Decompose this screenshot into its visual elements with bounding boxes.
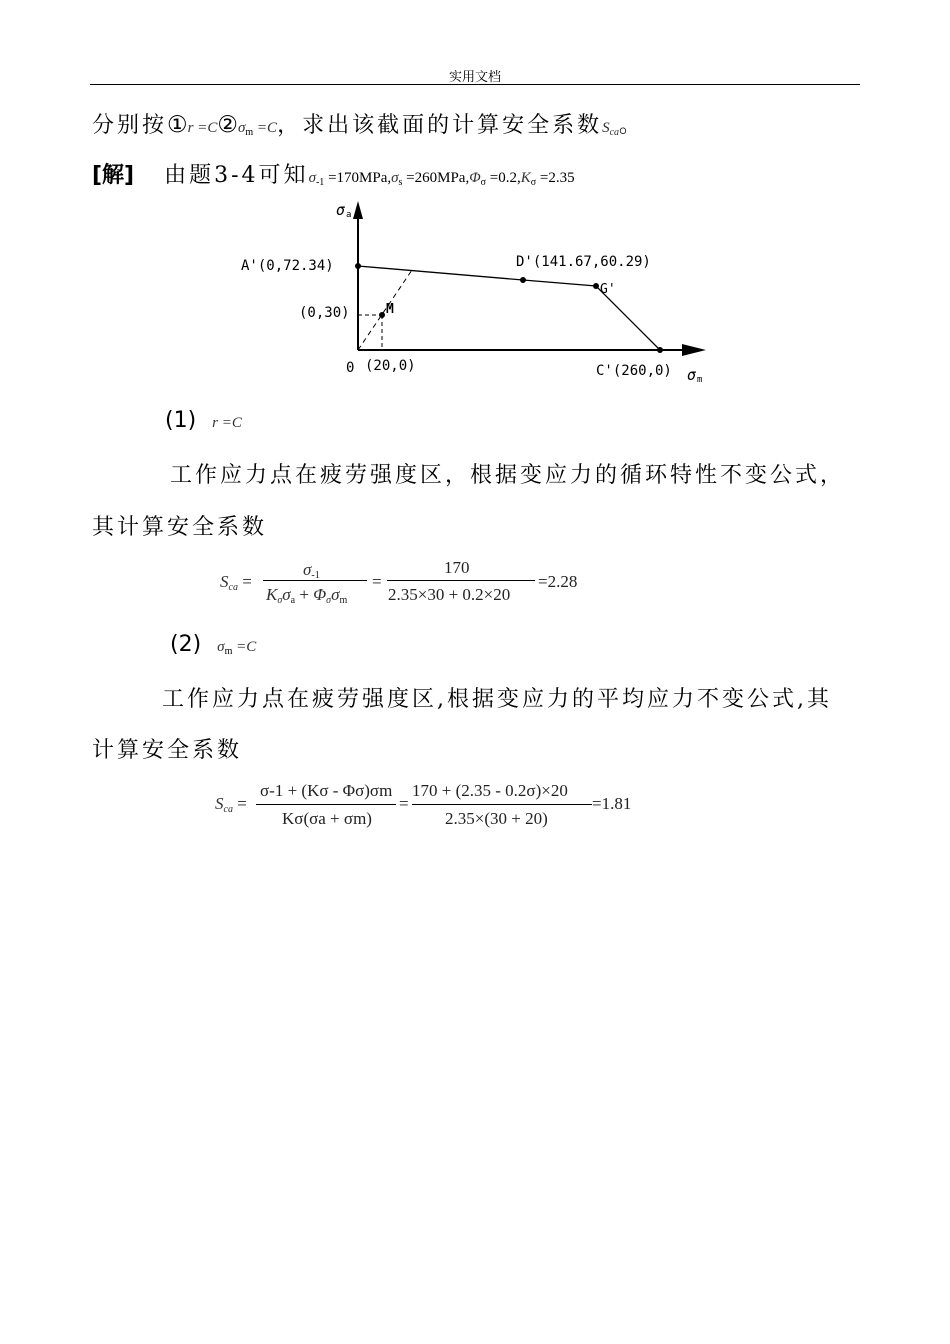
formula2-frac2-bar (412, 804, 592, 805)
formula1-den2: 2.35×30 + 0.2×20 (388, 585, 511, 604)
formula1-num1 (303, 560, 320, 581)
case1-paragraph-line2: 其计算安全系数 (92, 515, 268, 540)
formula2-eq2: = (399, 794, 409, 813)
formula2-s-sub: ca (223, 804, 233, 815)
given-value-1-val: =260MPa, (402, 170, 470, 186)
given-value-2-sub: σ (480, 177, 487, 188)
intro-middle: ，求出该截面的计算安全系数 (277, 113, 603, 138)
formula2-frac1-bar (256, 804, 396, 805)
formula1-frac2-bar (387, 580, 535, 581)
formula1-den1-k: K (266, 585, 278, 604)
circled-two: ② (217, 112, 238, 138)
x-axis-arrow (682, 344, 706, 356)
point-g (593, 283, 599, 289)
formula2-eq1: = (237, 794, 247, 813)
formula1-eq1: = (242, 572, 252, 591)
intro-prefix: 分别按 (92, 113, 168, 138)
given-value-3-sub: σ (530, 177, 537, 188)
condition-r-const: r =C (187, 120, 218, 136)
case1-heading (165, 408, 242, 433)
formula1-den1-sm: σ (331, 585, 340, 604)
formula1-den1 (266, 585, 347, 606)
label-m-x: (20,0) (365, 358, 416, 374)
formula1-num1-sub: -1 (311, 570, 320, 581)
formula1-s-sub: ca (228, 582, 238, 593)
given-value-2-val: =0.2, (486, 170, 521, 186)
given-value-0-sub: -1 (315, 177, 325, 188)
formula1-num1-sym: σ (303, 560, 312, 579)
case2-number: (2) (170, 632, 202, 657)
formula1-den1-sa-sub: a (290, 595, 296, 606)
point-d (520, 277, 526, 283)
formula1-den1-sm-sub: m (339, 595, 348, 606)
circled-one: ① (167, 112, 188, 138)
formula1-den1-k-sub: σ (277, 595, 283, 606)
case2-condition-sym: σ (217, 639, 225, 655)
formula1-den1-phi: Φ (313, 585, 327, 604)
given-value-1-sym: σ (391, 170, 399, 186)
formula1-eq2: = (372, 572, 382, 591)
given-value-0-sym: σ (308, 170, 316, 186)
case1-condition: r =C (212, 415, 242, 431)
formula1-den1-sa: σ (282, 585, 291, 604)
condition-sigma-m-rest: =C (253, 120, 278, 136)
label-point-a: A'(0,72.34) (241, 258, 334, 274)
intro-end: 。 (619, 113, 645, 138)
solution-line (92, 158, 575, 189)
point-m (379, 312, 385, 318)
solution-label: [解] (92, 163, 135, 188)
y-axis-label-sym: σ (336, 201, 346, 219)
case2-paragraph-line2: 计算安全系数 (92, 738, 243, 763)
condition-sigma-m-sym: σ (237, 120, 246, 136)
formula1-lhs (220, 572, 252, 593)
formula1-frac1-bar (263, 580, 367, 581)
formula1-den1-phi-sub: σ (326, 595, 332, 606)
y-axis-label-sub: a (346, 210, 352, 220)
label-point-g: G' (600, 282, 616, 297)
formula1-num2: 170 (444, 558, 470, 577)
safety-factor-sub: ca (609, 127, 620, 138)
point-a (355, 263, 361, 269)
formula2-den2: 2.35×(30 + 20) (445, 809, 548, 828)
formula1-den1-plus: + (295, 585, 314, 604)
case1-paragraph-line1: 工作应力点在疲劳强度区，根据变应力的循环特性不变公式， (170, 463, 846, 488)
case2-condition-sub: m (224, 646, 233, 657)
header-divider (90, 84, 860, 85)
given-value-2-sym: Φ (469, 170, 481, 186)
limit-stress-line (358, 266, 660, 350)
formula1-s: S (220, 572, 229, 591)
case2-heading (170, 632, 256, 657)
label-point-d: D'(141.67,60.29) (516, 254, 651, 270)
formula2-num1: σ-1 + (Kσ - Φσ)σm (260, 781, 393, 800)
problem-statement (92, 108, 644, 139)
radial-dashed-line (358, 270, 412, 350)
formula2-result: =1.81 (592, 794, 632, 813)
label-point-m: M (386, 302, 394, 317)
formula2-den1: Kσ(σa + σm) (282, 809, 372, 828)
case1-number: (1) (165, 408, 197, 433)
case2-condition-rest: =C (232, 639, 257, 655)
point-c (657, 347, 663, 353)
safety-factor-sym: S (602, 120, 610, 136)
condition-sigma-m-sub: m (245, 127, 254, 138)
solution-text: 由题3-4可知 (164, 163, 309, 188)
x-axis-label-sym: σ (687, 366, 697, 384)
y-axis-arrow (353, 201, 363, 219)
page-header-title: 实用文档 (448, 70, 501, 85)
given-value-3-val: =2.35 (536, 170, 575, 186)
formula1-result: =2.28 (538, 572, 578, 591)
formula2-num2: 170 + (2.35 - 0.2σ)×20 (412, 781, 568, 800)
fatigue-limit-diagram (230, 195, 730, 390)
given-value-3-sym: K (520, 170, 531, 186)
given-values (309, 163, 575, 188)
case2-paragraph-line1: 工作应力点在疲劳强度区,根据变应力的平均应力不变公式,其 (162, 687, 832, 712)
given-value-0-val: =170MPa, (324, 170, 392, 186)
x-axis-label-sub: m (697, 375, 703, 385)
formula2-lhs (215, 794, 247, 815)
formula2-s: S (215, 794, 224, 813)
label-m-y: (0,30) (299, 305, 350, 321)
given-value-1-sub: s (398, 177, 403, 188)
label-point-c: C'(260,0) (596, 363, 672, 379)
label-origin: 0 (346, 360, 355, 376)
